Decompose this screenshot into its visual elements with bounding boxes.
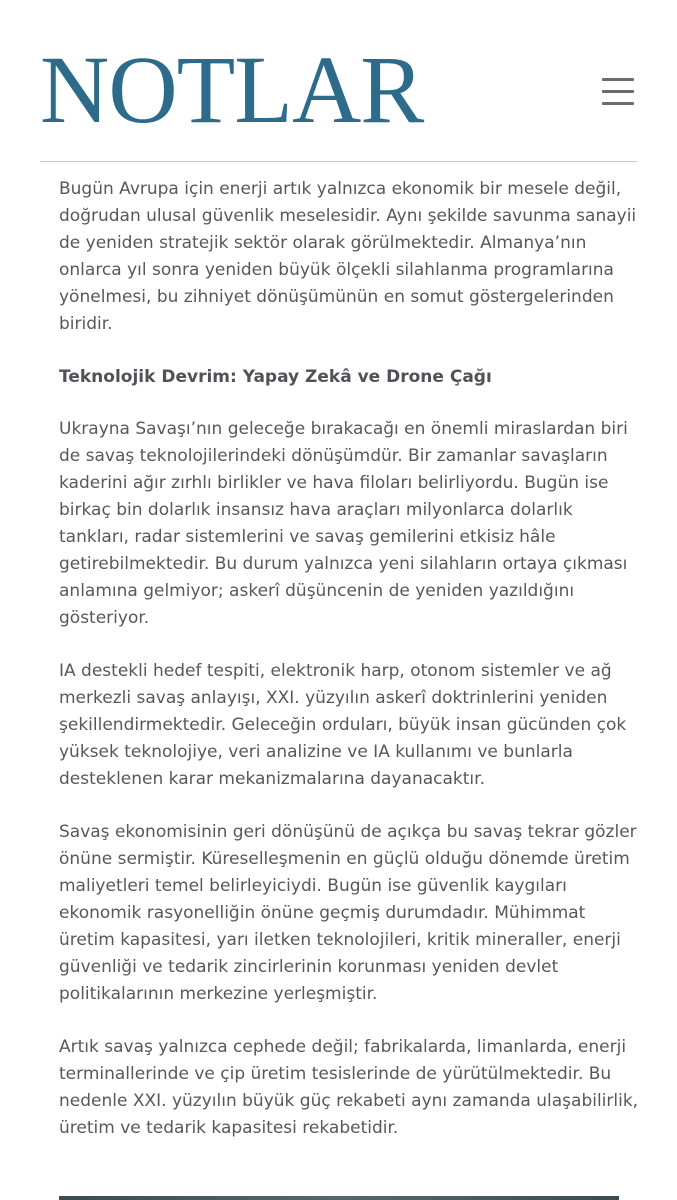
menu-bar-bottom: [602, 102, 634, 105]
header-divider: [40, 161, 637, 162]
article-paragraph: Ukrayna Savaşı’nın geleceğe bırakacağı en önemli miraslardan biri de savaş teknolojilerindeki dönüşümdür. Bir zamanlar savaşların kaderini ağır zırhlı birlikler ve hava filoları belirliyordu. Bugün ise birkaç bin dolarlık insansız hava araçları milyonlarca dolarlık tankları, radar sistemlerini ve savaş gemilerini etkisiz hâle getirebilmektedir. Bu durum yalnızca yeni silahların ortaya çıkması anlamına gelmiyor; askerî düşüncenin de yeniden yazıldığını gösteriyor.: [59, 419, 628, 628]
menu-bar-top: [602, 78, 634, 81]
article-paragraph: Bugün Avrupa için enerji artık yalnızca ekonomik bir mesele değil, doğrudan ulusal güvenlik meselesidir. Aynı şekilde savunma sanayii de yeniden stratejik sektör olarak görülmektedir. Almanya’nın onlarca yıl sonra yeniden büyük ölçekli silahlanma programlarına yönelmesi, bu zihniyet dönüşümünün en somut göstergelerinden biridir.: [59, 179, 637, 334]
article-paragraph: Artık savaş yalnızca cephede değil; fabrikalarda, limanlarda, enerji terminallerinde ve çip üretim tesislerinde de yürütülmektedir. Bu nedenle XXI. yüzyılın büyük güç rekabeti aynı zamanda ulaşabilirlik, üretim ve tedarik kapasitesi rekabetidir.: [59, 1037, 639, 1138]
section-heading: Teknolojik Devrim: Yapay Zekâ ve Drone Çağı: [59, 367, 492, 387]
hamburger-menu-icon[interactable]: [600, 76, 636, 106]
image-edge: [59, 1196, 619, 1200]
article-body: [59, 176, 639, 1168]
site-header: [0, 0, 677, 162]
site-title[interactable]: NOTLAR: [40, 36, 424, 143]
article-paragraph: Savaş ekonomisinin geri dönüşünü de açıkça bu savaş tekrar gözler önüne sermiştir. Küreselleşmenin en güçlü olduğu dönemde üretim maliyetleri temel belirleyiciydi. Bugün ise güvenlik kaygıları ekonomik rasyonelliğin önüne geçmiş durumdadır. Mühimmat üretim kapasitesi, yarı iletken teknolojileri, kritik mineraller, enerji güvenliği ve tedarik zincirlerinin korunması yeniden devlet politikalarının merkezine yerleşmiştir.: [59, 822, 637, 1004]
menu-bar-middle: [602, 90, 634, 93]
article-paragraph: IA destekli hedef tespiti, elektronik harp, otonom sistemler ve ağ merkezli savaş anlayışı, XXI. yüzyılın askerî doktrinlerini yeniden şekillendirmektedir. Geleceğin orduları, büyük insan gücünden çok yüksek teknolojiye, veri analizine ve IA kullanımı ve bunlarla desteklenen karar mekanizmalarına dayanacaktır.: [59, 661, 627, 789]
